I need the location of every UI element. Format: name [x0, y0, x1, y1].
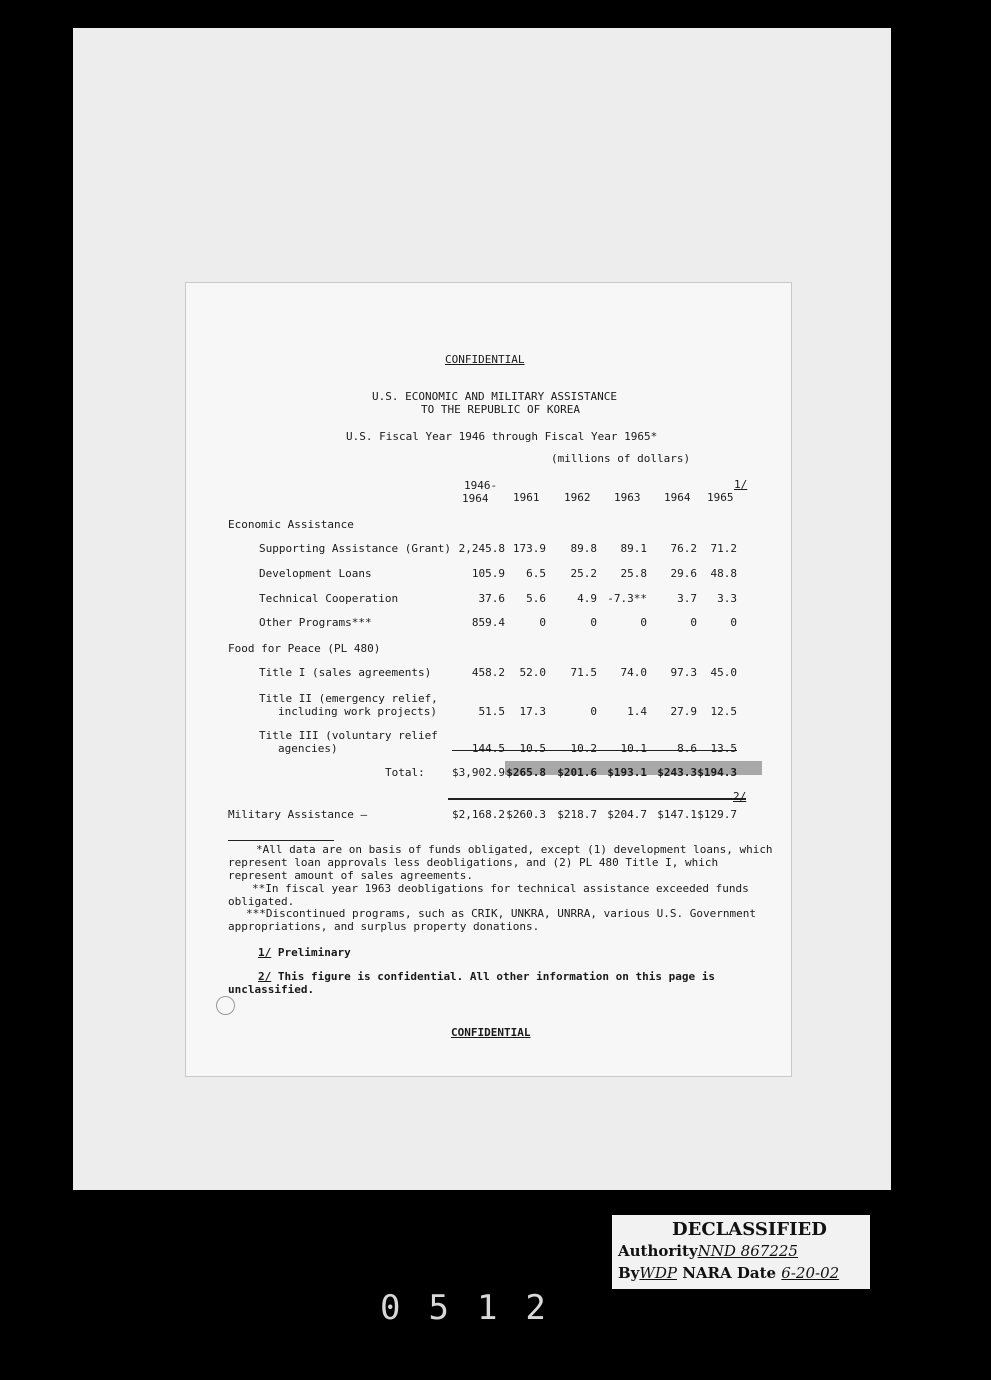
stamp-date-label: NARA Date [682, 1264, 777, 1282]
cell-development-0: 105.9 [471, 567, 505, 580]
cell-title3-3: 10.1 [620, 742, 647, 755]
row-label-military: Military Assistance — [228, 808, 368, 821]
footer-classification: CONFIDENTIAL [451, 1026, 531, 1039]
row-label-other: Other Programs*** [259, 616, 372, 629]
col-header-1965: 1965 [707, 491, 734, 504]
col-header-1961: 1961 [513, 491, 540, 504]
cell-development-4: 29.6 [670, 567, 697, 580]
cell-supporting-2: 89.8 [570, 542, 597, 555]
cell-total-4: $243.3 [657, 766, 697, 779]
military-note: 2/ [733, 790, 747, 803]
cell-title2-4: 27.9 [670, 705, 697, 718]
footnote-2: **In fiscal year 1963 deobligations for technical assistance exceeded funds obligated. [228, 882, 749, 908]
cell-title3-5: 13.5 [710, 742, 737, 755]
cell-title2-1: 17.3 [519, 705, 546, 718]
punch-hole [216, 996, 235, 1015]
cell-military-1: $260.3 [506, 808, 546, 821]
footnote-separator [228, 840, 334, 841]
col-header-cumulative-bottom: 1964 [462, 492, 489, 505]
stamp-date-value: 6-20-02 [781, 1264, 840, 1282]
cell-title1-1: 52.0 [519, 666, 546, 679]
row-label-title2-line1: Title II (emergency relief, [259, 692, 438, 705]
cell-title3-1: 10.5 [519, 742, 546, 755]
cell-development-3: 25.8 [620, 567, 647, 580]
cell-other-5: 0 [730, 616, 737, 629]
cell-title2-5: 12.5 [710, 705, 737, 718]
note-2-block [228, 970, 773, 996]
cell-title1-2: 71.5 [570, 666, 597, 679]
cell-other-1: 0 [539, 616, 546, 629]
row-label-supporting: Supporting Assistance (Grant) [259, 542, 452, 555]
row-label-title3-line2: agencies) [278, 742, 338, 755]
cell-supporting-4: 76.2 [670, 542, 697, 555]
cell-title1-5: 45.0 [710, 666, 737, 679]
footnote-1: *All data are on basis of funds obligated, except (1) development loans, which represent loan approvals less deobligations, and (2) PL 480 Title I, which represent amount of sales agreements. [228, 843, 773, 882]
note-1-text: Preliminary [277, 946, 351, 959]
cell-total-0: $3,902.9 [452, 766, 505, 779]
declassified-stamp [612, 1215, 870, 1289]
units-label: (millions of dollars) [551, 452, 691, 465]
cell-technical-2: 4.9 [577, 592, 597, 605]
col-header-1962: 1962 [564, 491, 591, 504]
row-label-title1: Title I (sales agreements) [259, 666, 432, 679]
row-label-total: Total: [385, 766, 425, 779]
cell-title1-3: 74.0 [620, 666, 647, 679]
note-1-mark: 1/ [258, 946, 272, 959]
title-line-2: TO THE REPUBLIC OF KOREA [421, 403, 580, 416]
cell-other-2: 0 [590, 616, 597, 629]
cell-title3-2: 10.2 [570, 742, 597, 755]
stamp-by-label: By [618, 1264, 640, 1282]
stamp-authority-value: NND 867225 [697, 1242, 798, 1260]
cell-title1-4: 97.3 [670, 666, 697, 679]
cell-title2-3: 1.4 [627, 705, 647, 718]
cell-technical-5: 3.3 [717, 592, 737, 605]
cell-technical-4: 3.7 [677, 592, 697, 605]
cell-total-5: $194.3 [697, 766, 737, 779]
stamp-by-line [618, 1264, 839, 1282]
stamp-authority-line [618, 1242, 798, 1260]
note-2-mark: 2/ [258, 970, 272, 983]
cell-development-2: 25.2 [570, 567, 597, 580]
cell-military-3: $204.7 [607, 808, 647, 821]
cell-development-1: 6.5 [526, 567, 546, 580]
cell-other-4: 0 [690, 616, 697, 629]
cell-other-0: 859.4 [471, 616, 505, 629]
stamp-title: DECLASSIFIED [672, 1219, 827, 1240]
cell-other-3: 0 [640, 616, 647, 629]
header-classification: CONFIDENTIAL [445, 353, 525, 366]
title-line-1: U.S. ECONOMIC AND MILITARY ASSISTANCE [372, 390, 618, 403]
cell-supporting-5: 71.2 [710, 542, 737, 555]
col-header-1965-note: 1/ [734, 478, 748, 491]
cell-total-3: $193.1 [607, 766, 647, 779]
stamp-authority-label: Authority [618, 1242, 698, 1260]
cell-title2-0: 51.5 [478, 705, 505, 718]
military-rule [448, 798, 746, 800]
cell-military-4: $147.1 [657, 808, 697, 821]
cell-title1-0: 458.2 [471, 666, 505, 679]
row-label-development: Development Loans [259, 567, 372, 580]
cell-title3-4: 8.6 [677, 742, 697, 755]
col-header-1963: 1963 [614, 491, 641, 504]
row-label-technical: Technical Cooperation [259, 592, 399, 605]
stamp-by-value: WDP [639, 1264, 677, 1282]
cell-total-2: $201.6 [557, 766, 597, 779]
row-label-title3-line1: Title III (voluntary relief [259, 729, 438, 742]
cell-title2-2: 0 [590, 705, 597, 718]
col-header-1964: 1964 [664, 491, 691, 504]
cell-military-5: $129.7 [697, 808, 737, 821]
cell-total-1: $265.8 [506, 766, 546, 779]
row-label-title2-line2: including work projects) [278, 705, 437, 718]
cell-supporting-0: 2,245.8 [458, 542, 505, 555]
cell-technical-3: -7.3** [607, 592, 647, 605]
section-food-for-peace: Food for Peace (PL 480) [228, 642, 381, 655]
note-2-text: This figure is confidential. All other information on this page is unclassified. [228, 970, 715, 996]
cell-technical-0: 37.6 [478, 592, 505, 605]
section-economic-assistance: Economic Assistance [228, 518, 354, 531]
page-number: 0512 [380, 1288, 574, 1328]
cell-development-5: 48.8 [710, 567, 737, 580]
cell-supporting-1: 173.9 [512, 542, 546, 555]
col-header-cumulative-top: 1946- [464, 479, 498, 492]
cell-supporting-3: 89.1 [620, 542, 647, 555]
subtitle: U.S. Fiscal Year 1946 through Fiscal Year 1965* [346, 430, 658, 443]
footnote-3: ***Discontinued programs, such as CRIK, UNKRA, UNRRA, various U.S. Government appropriations, and surplus property donations. [228, 907, 756, 933]
cell-military-0: $2,168.2 [452, 808, 505, 821]
cell-military-2: $218.7 [557, 808, 597, 821]
cell-title3-0: 144.5 [471, 742, 505, 755]
note-1-block [258, 946, 351, 959]
cell-technical-1: 5.6 [526, 592, 546, 605]
